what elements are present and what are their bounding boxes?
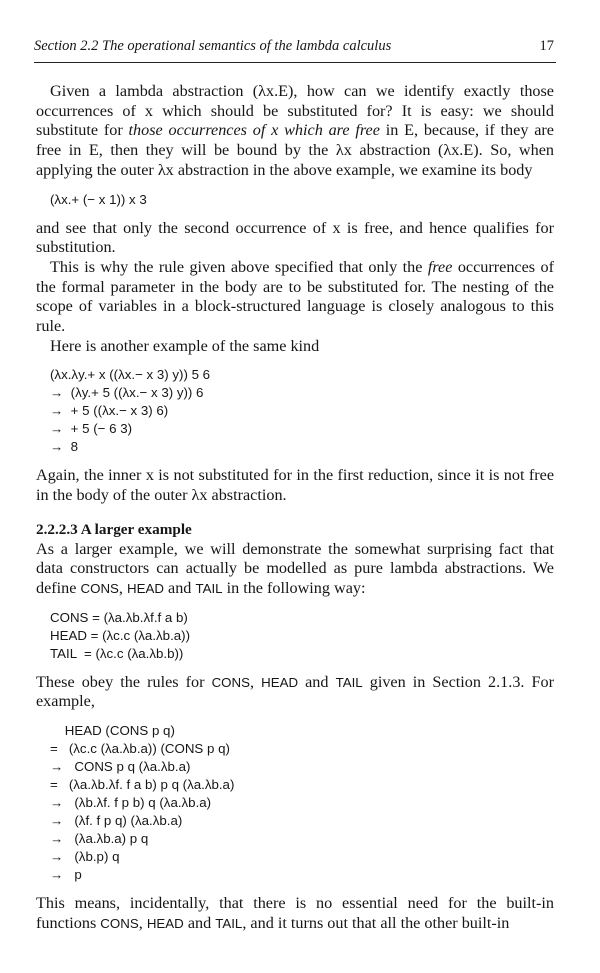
separator: and — [298, 672, 336, 691]
separator: , — [138, 913, 147, 932]
paragraph-1-emphasis: those occurrences of x which are free — [128, 121, 380, 140]
paragraph-2: and see that only the second occurrence of x is free, and hence qualifies for substitution. — [36, 218, 554, 257]
paragraph-1-text-a: Given a lambda abstraction (λx.E), how can we identify exactly those occurrences of x which should be substituted for? It is easy: we should substitute for — [36, 82, 554, 140]
section-title: Section 2.2 The operational semantics of the lambda calculus — [34, 38, 392, 54]
code-example-3: HEAD (CONS p q) = (λc.c (λa.λb.a)) (CONS p q) → CONS p q (λa.λb.a) = (λa.λb.λf. f a b) p q (λa.λb.a) → (λb.λf. f p b) q (λa.λb.a) → (λf. f p q) (λa.λb.a) → (λa.λb.a) p q → (λb.p) q → p — [50, 723, 235, 883]
paragraph-8-text-b: , and it turns out that all the other built-in — [242, 913, 510, 932]
paragraph-3-text-a: This is why the rule given above specified that only the — [50, 257, 428, 276]
paragraph-8-text-a: This means, incidentally, that there is no essential need for the built-in functions — [36, 894, 554, 932]
paragraph-1 — [36, 82, 554, 181]
code-definitions: CONS = (λa.λb.λf.f a b) HEAD = (λc.c (λa.λb.a)) TAIL = (λc.c (λa.λb.b)) — [50, 609, 191, 661]
body-text — [36, 82, 554, 933]
separator: , — [249, 672, 262, 691]
tail-keyword: TAIL — [335, 674, 363, 690]
cons-keyword: CONS — [80, 580, 119, 596]
paragraph-8 — [36, 894, 554, 933]
paragraph-5: Again, the inner x is not substituted for in the first reduction, since it is not free in the body of the outer λx abstraction. — [36, 466, 554, 505]
paragraph-7-text-a: These obey the rules for — [36, 672, 212, 691]
head-keyword: HEAD — [127, 580, 164, 596]
separator: , — [118, 578, 128, 597]
paragraph-3-text-c: occurrences of the formal parameter in the body are to be substituted for. The nesting of the scope of variables in a block-structured language is closely analogous to this rule. — [36, 257, 555, 336]
page-number: 17 — [539, 38, 554, 54]
code-example-1: (λx.+ (− x 1)) x 3 — [50, 191, 147, 207]
code-example-2: (λx.λy.+ x ((λx.− x 3) y)) 5 6 → (λy.+ 5 ((λx.− x 3) y)) 6 → + 5 ((λx.− x 3) 6) → + 5 (− 6 3) → 8 — [50, 367, 211, 455]
paragraph-6-text-a: As a larger example, we will demonstrate the somewhat surprising fact that data constructors can actually be modelled as pure lambda abstractions. We define — [36, 539, 554, 597]
separator: and — [163, 578, 196, 597]
paragraph-6 — [36, 540, 554, 599]
paragraph-3-emphasis: free — [427, 257, 453, 276]
tail-keyword: TAIL — [195, 580, 223, 596]
header-rule — [34, 62, 556, 63]
paragraph-3 — [36, 258, 554, 337]
cons-keyword: CONS — [100, 915, 139, 931]
tail-keyword: TAIL — [215, 915, 243, 931]
paragraph-6-text-b: in the following way: — [222, 578, 366, 597]
paragraph-7-text-b: given in Section 2.1.3. For example, — [36, 672, 555, 711]
running-header — [34, 38, 554, 55]
paragraph-7 — [36, 673, 554, 712]
cons-keyword: CONS — [211, 674, 250, 690]
separator: and — [183, 913, 216, 932]
paragraph-1-text-c: in E, because, if they are free in E, then they will be bound by the λx abstraction (λx.E). So, when applying the outer λx abstraction in the above example, we examine its body — [36, 121, 554, 179]
head-keyword: HEAD — [261, 674, 299, 690]
section-heading: 2.2.2.3 A larger example — [36, 520, 192, 538]
paragraph-4: Here is another example of the same kind — [50, 336, 320, 355]
head-keyword: HEAD — [146, 915, 184, 931]
